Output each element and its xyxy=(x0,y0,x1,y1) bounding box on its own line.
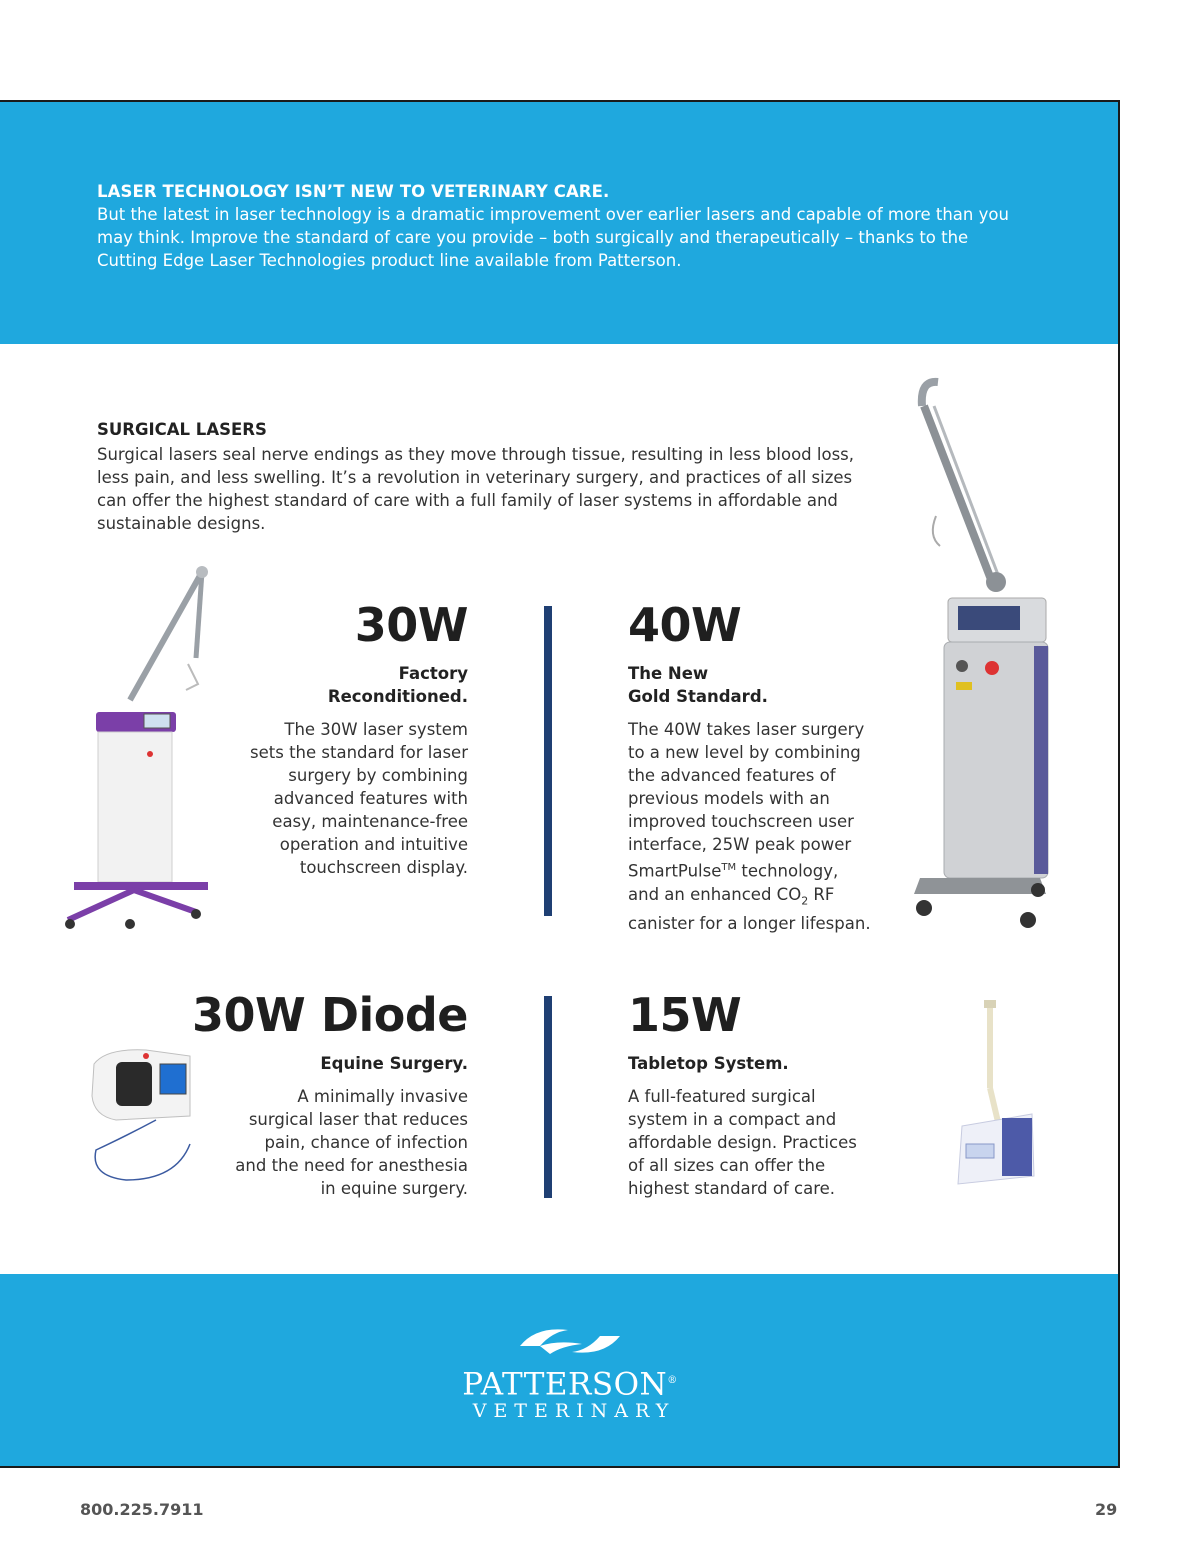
model-15w-description: A full-featured surgical system in a compact and affordable design. Practices of all sizes can offer the highest standard of care. xyxy=(628,1087,857,1198)
column-divider-bottom xyxy=(544,996,552,1198)
model-40w xyxy=(628,600,888,935)
laser-30w-diode-image xyxy=(86,1046,196,1190)
intro-title: LASER TECHNOLOGY ISN’T NEW TO VETERINARY CARE. xyxy=(97,182,610,201)
model-40w-description-b: technology, and an enhanced CO xyxy=(628,861,839,904)
model-30w-diode-subtitle: Equine Surgery. xyxy=(320,1054,468,1073)
footer-phone: 800.225.7911 xyxy=(80,1500,204,1519)
model-40w-subtitle: The New Gold Standard. xyxy=(628,664,768,706)
surgical-lasers-heading: SURGICAL LASERS xyxy=(97,420,267,439)
model-40w-description xyxy=(628,718,888,935)
surgical-lasers-body: Surgical lasers seal nerve endings as they move through tissue, resulting in less blood loss, less pain, and less swelling. It’s a revolution in veterinary surgery, and practices of all sizes can offer the highest standard of care with a full family of laser systems in affordable and sustainable designs. xyxy=(97,445,855,533)
model-30w-title: 30W xyxy=(354,598,468,652)
laser-40w-image xyxy=(910,376,1050,946)
model-30w-diode-title: 30W Diode xyxy=(192,988,468,1042)
patterson-wave-mark-icon xyxy=(510,1324,630,1358)
intro-body: But the latest in laser technology is a dramatic improvement over earlier lasers and capable of more than you may think. Improve the standard of care you provide – both surgically and therapeutically – thanks to the Cutting Edge Laser Technologies product line available from Patterson. xyxy=(97,205,1009,270)
patterson-veterinary-logo xyxy=(440,1324,700,1424)
laser-30w-image xyxy=(60,564,220,934)
model-30w-diode-description: A minimally invasive surgical laser that reduces pain, chance of infection and the need for anesthesia in equine surgery. xyxy=(235,1087,468,1198)
model-15w-title: 15W xyxy=(628,988,742,1042)
registered-mark: ® xyxy=(667,1375,678,1386)
logo-wordmark-text: PATTERSON xyxy=(462,1366,668,1403)
model-40w-description-a: The 40W takes laser surgery to a new level by combining the advanced features of previous models with an improved touchscreen user interface, 25W peak power SmartPulse xyxy=(628,720,865,881)
logo-tagline: VETERINARY xyxy=(472,1400,676,1423)
intro-band xyxy=(0,102,1118,344)
model-30w-diode xyxy=(188,990,468,1200)
model-15w xyxy=(628,990,888,1200)
model-30w-subtitle: Factory Reconditioned. xyxy=(327,664,468,706)
laser-15w-image xyxy=(952,998,1042,1194)
model-15w-subtitle: Tabletop System. xyxy=(628,1054,789,1073)
column-divider-top xyxy=(544,606,552,916)
model-40w-description-c: RF canister for a longer lifespan. xyxy=(628,884,871,933)
model-30w-description: The 30W laser system sets the standard for laser surgery by combining advanced features with easy, maintenance-free operation and intuitive touchscreen display. xyxy=(250,720,468,877)
logo-wordmark xyxy=(440,1364,700,1401)
model-30w xyxy=(228,600,468,879)
subscript-two: 2 xyxy=(801,893,809,907)
intro-block xyxy=(97,180,1017,272)
model-40w-title: 40W xyxy=(628,598,742,652)
page-number: 29 xyxy=(1095,1500,1118,1519)
page-frame xyxy=(0,100,1120,1468)
trademark-mark: TM xyxy=(721,862,737,873)
